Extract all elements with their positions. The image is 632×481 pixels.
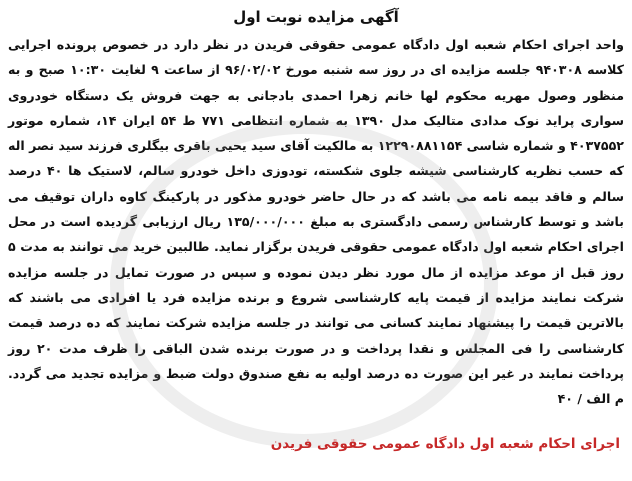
notice-title: آگهی مزایده نوبت اول bbox=[233, 8, 399, 26]
notice-body: واحد اجرای احکام شعبه اول دادگاه عمومی حقوقی فریدن در نظر دارد در خصوص پرونده اجرایی کلاسه ۹۴۰۳۰۸ جلسه مزایده ای در روز سه شنبه مورخ ۹۶/۰۲/۰۲ از ساعت ۹ لغایت ۱۰:۳۰ صبح و به منظور وصول مهریه محکوم لها خانم زهرا احمدی بادجانی به جهت فروش یک دستگاه خودروی سواری پراید نوک مدادی متالیک مدل ۱۳۹۰ به شماره انتظامی ۷۷۱ ط ۵۴ ایران ۱۴، شماره موتور ۴۰۳۷۵۵۲ و شماره شاسی ۱۲۲۹۰۸۸۱۱۵۴ به مالکیت آقای سید یحیی باقری بیگلری فرزند سید نصر اله که حسب نظریه کارشناسی شیشه جلوی شکسته، تودوزی داخل خودرو سالم، لاستیک ها ۴۰ درصد سالم و فاقد بیمه نامه می باشد که در حال حاضر خودرو مذکور در پارکینگ کاوه داران توقیف می باشد و توسط کارشناس رسمی دادگستری به مبلغ ۱۳۵/۰۰۰/۰۰۰ ریال ارزیابی گردیده است در محل اجرای احکام شعبه اول دادگاه عمومی حقوقی فریدن برگزار نماید. طالبین خرید می توانند به مدت ۵ روز قبل از موعد مزایده از مال مورد نظر دیدن نموده و سپس در صورت تمایل در جلسه مزایده شرکت نمایند مزایده از قیمت پایه کارشناسی شروع و برنده مزایده فرد یا افرادی می باشند که بالاترین قیمت را پیشنهاد نمایند کسانی می توانند در جلسه مزایده شرکت نمایند که ده درصد قیمت کارشناسی را فی المجلس و نقدا پرداخت و در صورت برنده شدن الباقی را ظرف مدت ۲۰ روز پرداخت نمایند در غیر این صورت ده درصد اولیه به نفع صندوق دولت ضبط و مزایده تجدید می گردد. م الف / ۴۰ bbox=[8, 37, 624, 407]
notice-signature: اجرای احکام شعبه اول دادگاه عمومی حقوقی فریدن bbox=[270, 436, 620, 452]
